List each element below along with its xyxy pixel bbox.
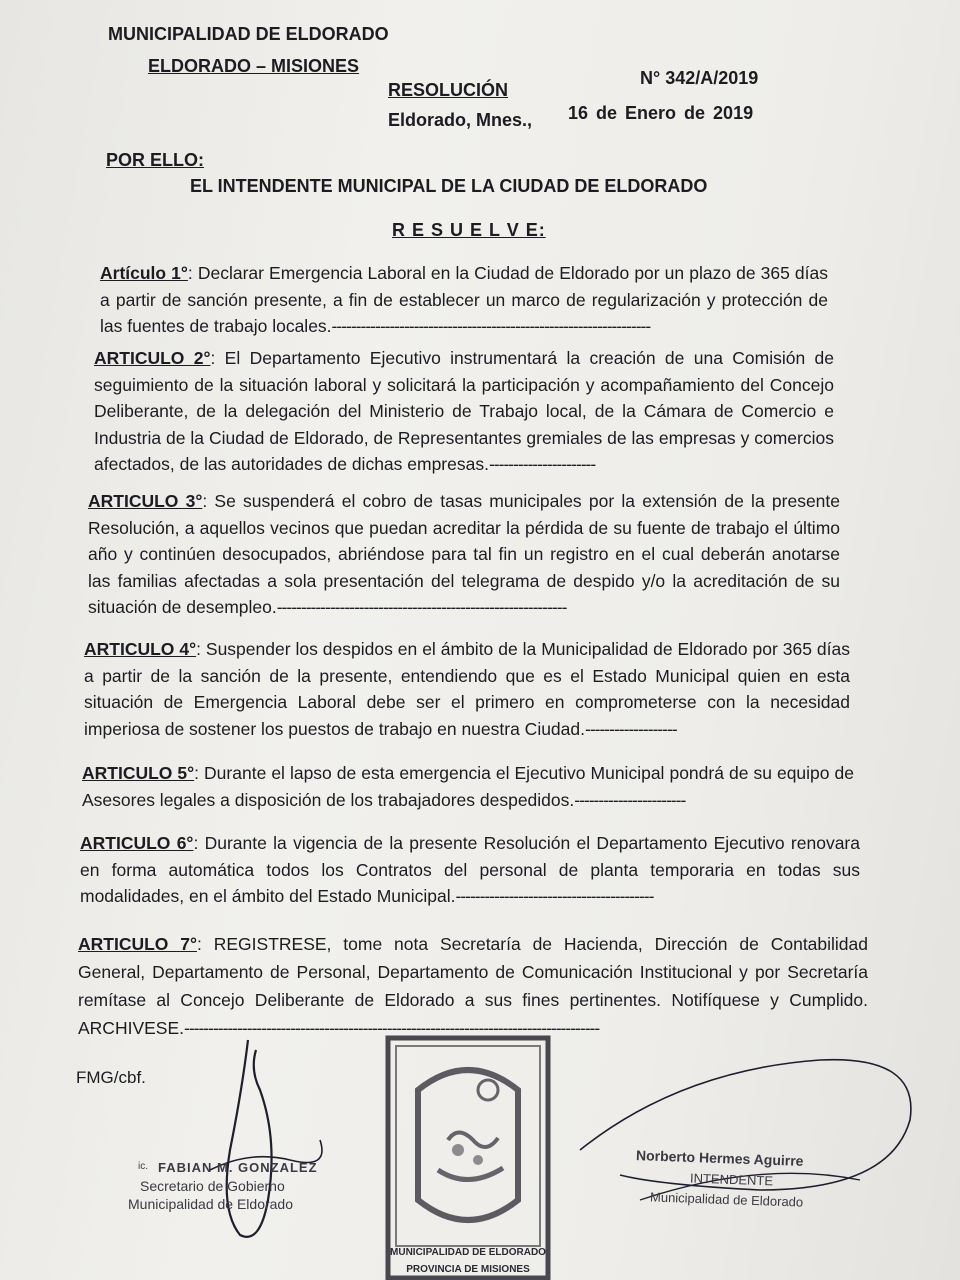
resuelve-heading: R E S U E L V E: — [392, 220, 546, 240]
left-signature-prefix: ic. — [138, 1161, 148, 1172]
article-2-label: ARTICULO 2° — [94, 348, 211, 368]
right-signature-name: Norberto Hermes Aguirre — [635, 1147, 804, 1169]
typist-initials: FMG/cbf. — [76, 1068, 146, 1087]
article-5 — [82, 760, 854, 813]
article-1-dashes: ------------------------------------------------------------------ — [331, 316, 651, 336]
article-2 — [94, 345, 834, 478]
resolution-date: 16 de Enero de 2019 — [568, 103, 754, 123]
article-5-label: ARTICULO 5° — [82, 763, 195, 783]
article-2-dashes: ---------------------- — [488, 454, 596, 474]
article-4-label: ARTICULO 4° — [84, 639, 197, 659]
article-3-dashes: ------------------------------------------------------------ — [276, 597, 567, 617]
article-6-label: ARTICULO 6° — [80, 833, 194, 853]
intendente-heading: EL INTENDENTE MUNICIPAL DE LA CIUDAD DE ELDORADO — [190, 176, 708, 196]
municipality-name: MUNICIPALIDAD DE ELDORADO — [108, 24, 389, 44]
article-6-text: : Durante la vigencia de la presente Resolución el Departamento Ejecutivo renovara en forma automática todos los Contratos del personal de planta temporaria en todas sus modalidades, en el ámbito del Estado Municipal. — [80, 833, 860, 906]
article-7 — [78, 930, 868, 1042]
por-ello: POR ELLO: — [106, 150, 204, 170]
resolution-place: Eldorado, Mnes., — [388, 110, 533, 130]
municipality-location: ELDORADO – MISIONES — [148, 56, 360, 76]
right-signature-title: INTENDENTE — [689, 1170, 774, 1189]
article-1-label: Artículo 1° — [100, 263, 188, 283]
right-signature-org: Municipalidad de Eldorado — [649, 1189, 804, 1210]
article-1 — [100, 260, 828, 340]
article-4 — [84, 636, 850, 742]
stamp-line-2: PROVINCIA DE MISIONES — [406, 1264, 530, 1275]
article-4-text: : Suspender los despidos en el ámbito de la Municipalidad de Eldorado por 365 días a partir de la sanción de la presente, entendiendo que es el Estado Municipal quien en esta situación de Emergencia Laboral debe ser el primero en comprometerse con la necesidad imperiosa de sostener los puestos de trabajo en nuestra Ciudad. — [84, 639, 851, 739]
left-signature-scribble — [190, 1030, 370, 1250]
left-signature-name: FABIAN M. GONZALEZ — [158, 1160, 318, 1175]
article-7-dashes: -------------------------------------------------------------------------------------- — [184, 1018, 600, 1038]
article-6 — [80, 830, 860, 910]
article-2-text: : El Departamento Ejecutivo instrumentará la creación de una Comisión de seguimiento de la situación laboral y solicitará la participación y acompañamiento del Concejo Deliberante, de la delegación del Ministerio de Trabajo local, de la Cámara de Comercio e Industria de la Ciudad de Eldorado, de Representantes gremiales de las empresas y comercios afectados, de las autoridades de dichas empresas. — [94, 348, 835, 474]
article-3-text: : Se suspenderá el cobro de tasas municipales por la extensión de la presente Resolución, a aquellos vecinos que puedan acreditar la pérdida de su fuente de trabajo el último año y continúen desocupados, abriéndose para tal fin un registro en el cual deberán anotarse las familias afectadas a sola presentación del telegrama de despido y/o la acreditación de su situación de desempleo. — [88, 491, 840, 617]
article-3 — [88, 488, 840, 621]
left-signature-org: Municipalidad de Eldorado — [128, 1196, 293, 1212]
municipal-seal-stamp — [378, 1030, 558, 1280]
article-5-dashes: ----------------------- — [574, 789, 686, 810]
article-1-text: : Declarar Emergencia Laboral en la Ciudad de Eldorado por un plazo de 365 días a partir de sanción presente, a fin de establecer un marco de regularización y protección de las fuentes de trabajo locales. — [100, 263, 828, 336]
resolution-label: RESOLUCIÓN — [388, 80, 509, 100]
article-7-text: : REGISTRESE, tome nota Secretaría de Hacienda, Dirección de Contabilidad General, Departamento de Personal, Departamento de Comunicación Institucional y por Secretaría remítase al Concejo Deliberante de Eldorado a sus fines pertinentes. Notifíquese y Cumplido. ARCHIVESE. — [78, 934, 869, 1038]
stamp-line-1: MUNICIPALIDAD DE ELDORADO — [390, 1247, 546, 1258]
left-signature-title: Secretario de Gobierno — [140, 1178, 285, 1194]
article-7-label: ARTICULO 7° — [78, 934, 198, 954]
article-4-dashes: ------------------- — [585, 718, 677, 739]
article-5-text: : Durante el lapso de esta emergencia el Ejecutivo Municipal pondrá de su equipo de Asesores legales a disposición de los trabajadores despedidos. — [82, 763, 854, 810]
article-6-dashes: ----------------------------------------- — [455, 886, 654, 906]
article-3-label: ARTICULO 3° — [88, 491, 203, 511]
resolution-number: N° 342/A/2019 — [640, 68, 759, 88]
